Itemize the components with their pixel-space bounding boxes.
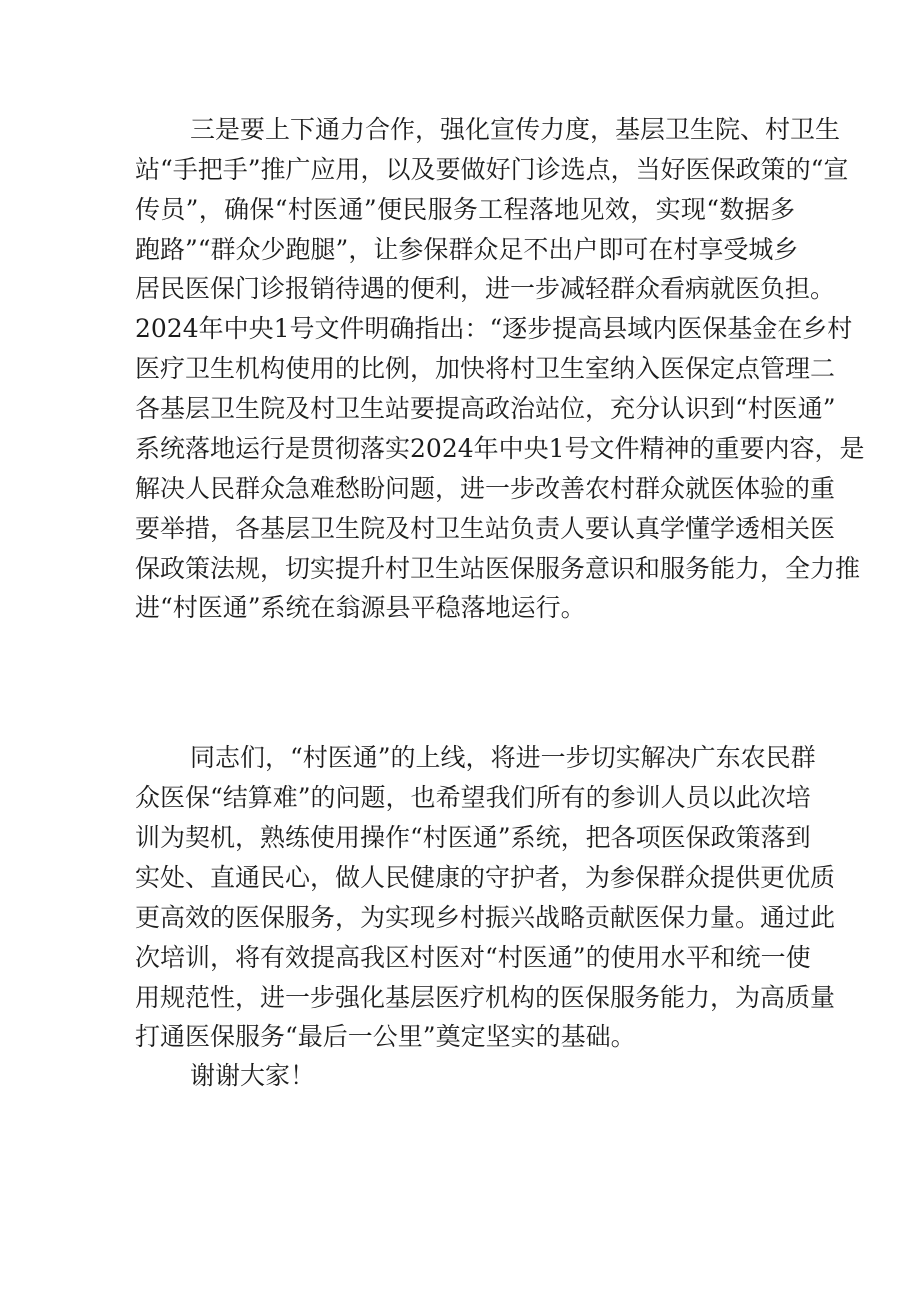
paragraph-2-line-1: 同志们，“村医通”的上线，将进一步切实解决广东农民群 [190, 743, 816, 772]
paragraph-2-line-2: 众医保“结算难”的问题，也希望我们所有的参训人员以此次培 [135, 783, 811, 812]
paragraph-1-line-12: 保政策法规，切实提升村卫生站医保服务意识和服务能力，全力推 [135, 554, 861, 583]
paragraph-2-line-7: 用规范性，进一步强化基层医疗机构的医保服务能力，为高质量 [135, 983, 836, 1012]
paragraph-2-line-6: 次培训，将有效提高我区村医对“村医通”的使用水平和统一使 [135, 943, 811, 972]
paragraph-2-line-3: 训为契机，熟练使用操作“村医通”系统，把各项医保政策落到 [135, 823, 811, 852]
paragraph-1-line-2: 站“手把手”推广应用，以及要做好门诊选点，当好医保政策的“宣 [135, 155, 849, 184]
closing-line: 谢谢大家！ [190, 1061, 316, 1090]
paragraph-1-line-8: 各基层卫生院及村卫生站要提高政治站位，充分认识到“村医通” [135, 394, 836, 423]
paragraph-1-line-3: 传员”，确保“村医通”便民服务工程落地见效，实现“数据多 [135, 195, 795, 224]
paragraph-1-line-9: 系统落地运行是贯彻落实2024年中央1号文件精神的重要内容，是 [135, 434, 865, 463]
paragraph-2-line-4: 实处、直通民心，做人民健康的守护者，为参保群众提供更优质 [135, 863, 836, 892]
paragraph-1-line-5: 居民医保门诊报销待遇的便利，进一步减轻群众看病就医负担。 [135, 274, 836, 303]
paragraph-1-line-6: 2024年中央1号文件明确指出：“逐步提高县域内医保基金在乡村 [135, 314, 853, 343]
paragraph-1-line-10: 解决人民群众急难愁盼问题，进一步改善农村群众就医体验的重 [135, 474, 836, 503]
paragraph-1-line-4: 跑路”“群众少跑腿”，让参保群众足不出户即可在村享受城乡 [135, 235, 799, 264]
paragraph-2-line-8: 打通医保服务“最后一公里”奠定坚实的基础。 [135, 1022, 636, 1051]
paragraph-1-line-11: 要举措，各基层卫生院及村卫生站负责人要认真学懂学透相关医 [135, 514, 836, 543]
paragraph-2-line-5: 更高效的医保服务，为实现乡村振兴战略贡献医保力量。通过此 [135, 903, 836, 932]
paragraph-1-line-7: 医疗卫生机构使用的比例，加快将村卫生室纳入医保定点管理二 [135, 354, 836, 383]
paragraph-1-line-13: 进“村医通”系统在翁源县平稳落地运行。 [135, 593, 586, 622]
paragraph-1-line-1: 三是要上下通力合作，强化宣传力度，基层卫生院、村卫生 [190, 115, 841, 144]
